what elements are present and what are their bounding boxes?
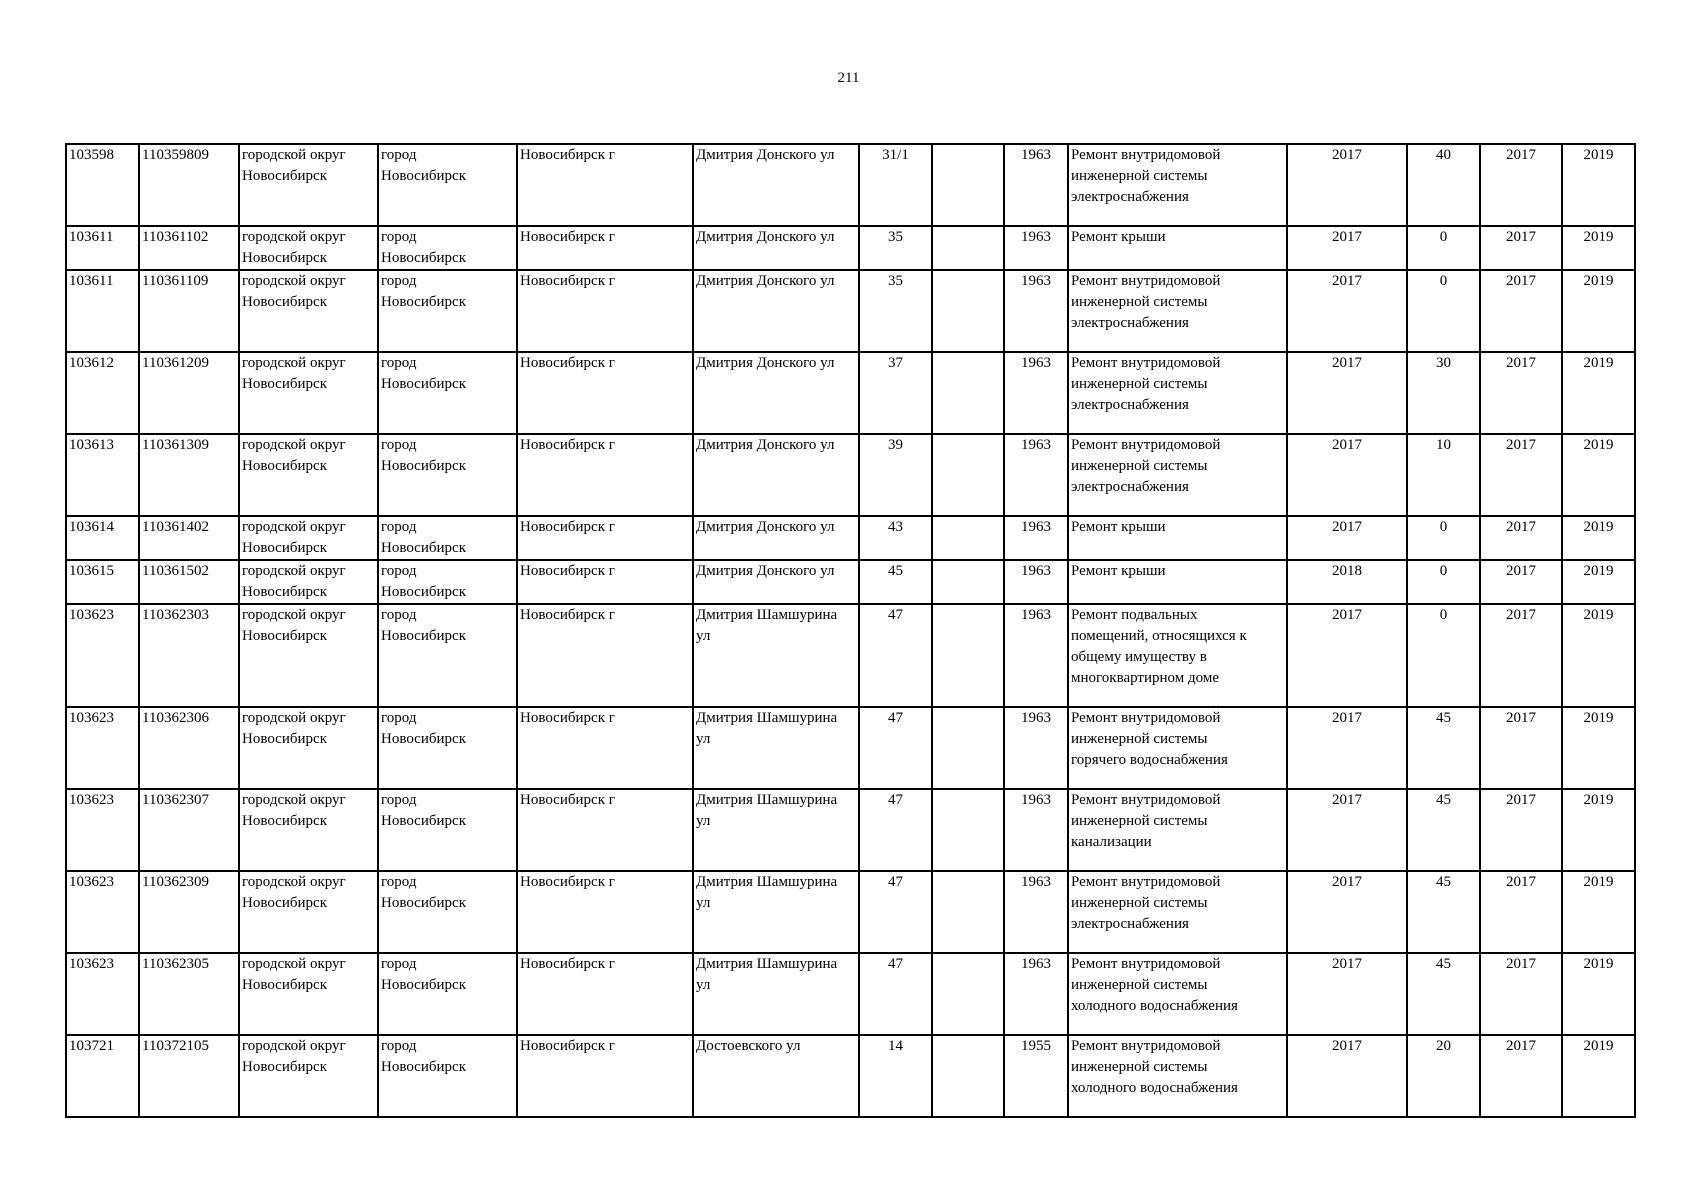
code-cell: 110361102: [139, 226, 239, 270]
work-cell: Ремонт крыши: [1068, 560, 1287, 604]
code-cell: 110372105: [139, 1035, 239, 1117]
period-end-cell: 2019: [1562, 953, 1635, 1035]
wear-cell: 0: [1407, 604, 1480, 707]
code-cell: 110361502: [139, 560, 239, 604]
city-cell: Новосибирск г: [517, 789, 693, 871]
id-cell: 103612: [66, 352, 139, 434]
code-cell: 110362309: [139, 871, 239, 953]
house-cell: 45: [859, 560, 932, 604]
year-built-cell: 1955: [1004, 1035, 1068, 1117]
code-cell: 110362306: [139, 707, 239, 789]
plan-year-cell: 2017: [1287, 604, 1407, 707]
building-cell: [932, 352, 1004, 434]
period-end-cell: 2019: [1562, 707, 1635, 789]
work-cell: Ремонт внутридомовой инженерной системы холодного водоснабжения: [1068, 1035, 1287, 1117]
wear-cell: 45: [1407, 707, 1480, 789]
street-cell: Дмитрия Донского ул: [693, 560, 859, 604]
work-cell: Ремонт крыши: [1068, 226, 1287, 270]
period-end-cell: 2019: [1562, 516, 1635, 560]
city-cell: Новосибирск г: [517, 953, 693, 1035]
table-row: [66, 604, 1635, 707]
wear-cell: 0: [1407, 516, 1480, 560]
wear-cell: 45: [1407, 871, 1480, 953]
building-cell: [932, 560, 1004, 604]
wear-cell: 40: [1407, 144, 1480, 226]
id-cell: 103615: [66, 560, 139, 604]
house-cell: 39: [859, 434, 932, 516]
street-cell: Дмитрия Шамшурина ул: [693, 789, 859, 871]
period-end-cell: 2019: [1562, 144, 1635, 226]
settlement-cell: город Новосибирск: [378, 270, 517, 352]
table-row: [66, 953, 1635, 1035]
building-cell: [932, 226, 1004, 270]
table-row: [66, 226, 1635, 270]
city-cell: Новосибирск г: [517, 871, 693, 953]
settlement-cell: город Новосибирск: [378, 953, 517, 1035]
code-cell: 110362305: [139, 953, 239, 1035]
city-cell: Новосибирск г: [517, 707, 693, 789]
period-start-cell: 2017: [1480, 352, 1562, 434]
house-cell: 47: [859, 953, 932, 1035]
house-cell: 43: [859, 516, 932, 560]
table-row: [66, 516, 1635, 560]
building-cell: [932, 789, 1004, 871]
city-cell: Новосибирск г: [517, 270, 693, 352]
id-cell: 103623: [66, 604, 139, 707]
plan-year-cell: 2017: [1287, 953, 1407, 1035]
id-cell: 103623: [66, 953, 139, 1035]
table-row: [66, 352, 1635, 434]
building-cell: [932, 707, 1004, 789]
district-cell: городской округ Новосибирск: [239, 434, 378, 516]
settlement-cell: город Новосибирск: [378, 352, 517, 434]
wear-cell: 20: [1407, 1035, 1480, 1117]
house-cell: 31/1: [859, 144, 932, 226]
work-cell: Ремонт внутридомовой инженерной системы электроснабжения: [1068, 352, 1287, 434]
district-cell: городской округ Новосибирск: [239, 871, 378, 953]
id-cell: 103611: [66, 226, 139, 270]
table-row: [66, 270, 1635, 352]
code-cell: 110361209: [139, 352, 239, 434]
district-cell: городской округ Новосибирск: [239, 604, 378, 707]
wear-cell: 30: [1407, 352, 1480, 434]
code-cell: 110361309: [139, 434, 239, 516]
code-cell: 110361402: [139, 516, 239, 560]
work-cell: Ремонт внутридомовой инженерной системы горячего водоснабжения: [1068, 707, 1287, 789]
id-cell: 103598: [66, 144, 139, 226]
street-cell: Дмитрия Шамшурина ул: [693, 953, 859, 1035]
work-cell: Ремонт крыши: [1068, 516, 1287, 560]
plan-year-cell: 2018: [1287, 560, 1407, 604]
settlement-cell: город Новосибирск: [378, 560, 517, 604]
street-cell: Дмитрия Донского ул: [693, 516, 859, 560]
city-cell: Новосибирск г: [517, 434, 693, 516]
wear-cell: 45: [1407, 953, 1480, 1035]
district-cell: городской округ Новосибирск: [239, 789, 378, 871]
building-cell: [932, 434, 1004, 516]
year-built-cell: 1963: [1004, 270, 1068, 352]
code-cell: 110359809: [139, 144, 239, 226]
city-cell: Новосибирск г: [517, 604, 693, 707]
house-cell: 37: [859, 352, 932, 434]
wear-cell: 45: [1407, 789, 1480, 871]
table-row: [66, 434, 1635, 516]
street-cell: Дмитрия Донского ул: [693, 226, 859, 270]
district-cell: городской округ Новосибирск: [239, 560, 378, 604]
settlement-cell: город Новосибирск: [378, 516, 517, 560]
work-cell: Ремонт подвальных помещений, относящихся к общему имуществу в многоквартирном доме: [1068, 604, 1287, 707]
plan-year-cell: 2017: [1287, 707, 1407, 789]
year-built-cell: 1963: [1004, 707, 1068, 789]
id-cell: 103623: [66, 707, 139, 789]
district-cell: городской округ Новосибирск: [239, 707, 378, 789]
settlement-cell: город Новосибирск: [378, 144, 517, 226]
plan-year-cell: 2017: [1287, 144, 1407, 226]
building-cell: [932, 516, 1004, 560]
street-cell: Дмитрия Донского ул: [693, 270, 859, 352]
year-built-cell: 1963: [1004, 871, 1068, 953]
district-cell: городской округ Новосибирск: [239, 270, 378, 352]
district-cell: городской округ Новосибирск: [239, 953, 378, 1035]
street-cell: Дмитрия Донского ул: [693, 352, 859, 434]
year-built-cell: 1963: [1004, 226, 1068, 270]
district-cell: городской округ Новосибирск: [239, 516, 378, 560]
id-cell: 103623: [66, 871, 139, 953]
period-end-cell: 2019: [1562, 871, 1635, 953]
city-cell: Новосибирск г: [517, 144, 693, 226]
city-cell: Новосибирск г: [517, 1035, 693, 1117]
year-built-cell: 1963: [1004, 789, 1068, 871]
period-start-cell: 2017: [1480, 270, 1562, 352]
period-end-cell: 2019: [1562, 560, 1635, 604]
id-cell: 103613: [66, 434, 139, 516]
id-cell: 103614: [66, 516, 139, 560]
capital-repair-table: [65, 143, 1636, 1118]
house-cell: 47: [859, 871, 932, 953]
building-cell: [932, 144, 1004, 226]
year-built-cell: 1963: [1004, 144, 1068, 226]
plan-year-cell: 2017: [1287, 871, 1407, 953]
house-cell: 14: [859, 1035, 932, 1117]
house-cell: 47: [859, 604, 932, 707]
year-built-cell: 1963: [1004, 604, 1068, 707]
wear-cell: 0: [1407, 226, 1480, 270]
code-cell: 110362303: [139, 604, 239, 707]
period-end-cell: 2019: [1562, 352, 1635, 434]
house-cell: 35: [859, 270, 932, 352]
period-end-cell: 2019: [1562, 270, 1635, 352]
period-end-cell: 2019: [1562, 434, 1635, 516]
city-cell: Новосибирск г: [517, 560, 693, 604]
code-cell: 110361109: [139, 270, 239, 352]
page-number: 211: [837, 70, 860, 86]
id-cell: 103611: [66, 270, 139, 352]
building-cell: [932, 953, 1004, 1035]
plan-year-cell: 2017: [1287, 434, 1407, 516]
period-start-cell: 2017: [1480, 226, 1562, 270]
building-cell: [932, 871, 1004, 953]
table-row: [66, 560, 1635, 604]
period-start-cell: 2017: [1480, 434, 1562, 516]
table-row: [66, 871, 1635, 953]
table-row: [66, 144, 1635, 226]
period-end-cell: 2019: [1562, 604, 1635, 707]
period-start-cell: 2017: [1480, 1035, 1562, 1117]
period-end-cell: 2019: [1562, 789, 1635, 871]
period-start-cell: 2017: [1480, 144, 1562, 226]
plan-year-cell: 2017: [1287, 789, 1407, 871]
street-cell: Дмитрия Шамшурина ул: [693, 871, 859, 953]
district-cell: городской округ Новосибирск: [239, 352, 378, 434]
settlement-cell: город Новосибирск: [378, 1035, 517, 1117]
plan-year-cell: 2017: [1287, 270, 1407, 352]
settlement-cell: город Новосибирск: [378, 707, 517, 789]
work-cell: Ремонт внутридомовой инженерной системы электроснабжения: [1068, 871, 1287, 953]
district-cell: городской округ Новосибирск: [239, 226, 378, 270]
wear-cell: 0: [1407, 560, 1480, 604]
house-cell: 47: [859, 789, 932, 871]
street-cell: Дмитрия Шамшурина ул: [693, 707, 859, 789]
year-built-cell: 1963: [1004, 352, 1068, 434]
period-start-cell: 2017: [1480, 953, 1562, 1035]
work-cell: Ремонт внутридомовой инженерной системы электроснабжения: [1068, 144, 1287, 226]
city-cell: Новосибирск г: [517, 352, 693, 434]
period-start-cell: 2017: [1480, 871, 1562, 953]
year-built-cell: 1963: [1004, 516, 1068, 560]
district-cell: городской округ Новосибирск: [239, 144, 378, 226]
work-cell: Ремонт внутридомовой инженерной системы холодного водоснабжения: [1068, 953, 1287, 1035]
settlement-cell: город Новосибирск: [378, 434, 517, 516]
district-cell: городской округ Новосибирск: [239, 1035, 378, 1117]
work-cell: Ремонт внутридомовой инженерной системы электроснабжения: [1068, 270, 1287, 352]
period-start-cell: 2017: [1480, 516, 1562, 560]
id-cell: 103721: [66, 1035, 139, 1117]
wear-cell: 0: [1407, 270, 1480, 352]
period-start-cell: 2017: [1480, 789, 1562, 871]
year-built-cell: 1963: [1004, 434, 1068, 516]
plan-year-cell: 2017: [1287, 1035, 1407, 1117]
year-built-cell: 1963: [1004, 953, 1068, 1035]
wear-cell: 10: [1407, 434, 1480, 516]
street-cell: Дмитрия Донского ул: [693, 144, 859, 226]
work-cell: Ремонт внутридомовой инженерной системы электроснабжения: [1068, 434, 1287, 516]
table-row: [66, 707, 1635, 789]
street-cell: Дмитрия Донского ул: [693, 434, 859, 516]
period-start-cell: 2017: [1480, 604, 1562, 707]
settlement-cell: город Новосибирск: [378, 604, 517, 707]
settlement-cell: город Новосибирск: [378, 789, 517, 871]
plan-year-cell: 2017: [1287, 352, 1407, 434]
building-cell: [932, 604, 1004, 707]
city-cell: Новосибирск г: [517, 516, 693, 560]
building-cell: [932, 270, 1004, 352]
street-cell: Достоевского ул: [693, 1035, 859, 1117]
plan-year-cell: 2017: [1287, 516, 1407, 560]
street-cell: Дмитрия Шамшурина ул: [693, 604, 859, 707]
settlement-cell: город Новосибирск: [378, 871, 517, 953]
city-cell: Новосибирск г: [517, 226, 693, 270]
period-end-cell: 2019: [1562, 226, 1635, 270]
table-row: [66, 1035, 1635, 1117]
period-end-cell: 2019: [1562, 1035, 1635, 1117]
table-row: [66, 789, 1635, 871]
code-cell: 110362307: [139, 789, 239, 871]
id-cell: 103623: [66, 789, 139, 871]
house-cell: 35: [859, 226, 932, 270]
period-start-cell: 2017: [1480, 560, 1562, 604]
period-start-cell: 2017: [1480, 707, 1562, 789]
house-cell: 47: [859, 707, 932, 789]
plan-year-cell: 2017: [1287, 226, 1407, 270]
settlement-cell: город Новосибирск: [378, 226, 517, 270]
building-cell: [932, 1035, 1004, 1117]
work-cell: Ремонт внутридомовой инженерной системы канализации: [1068, 789, 1287, 871]
year-built-cell: 1963: [1004, 560, 1068, 604]
